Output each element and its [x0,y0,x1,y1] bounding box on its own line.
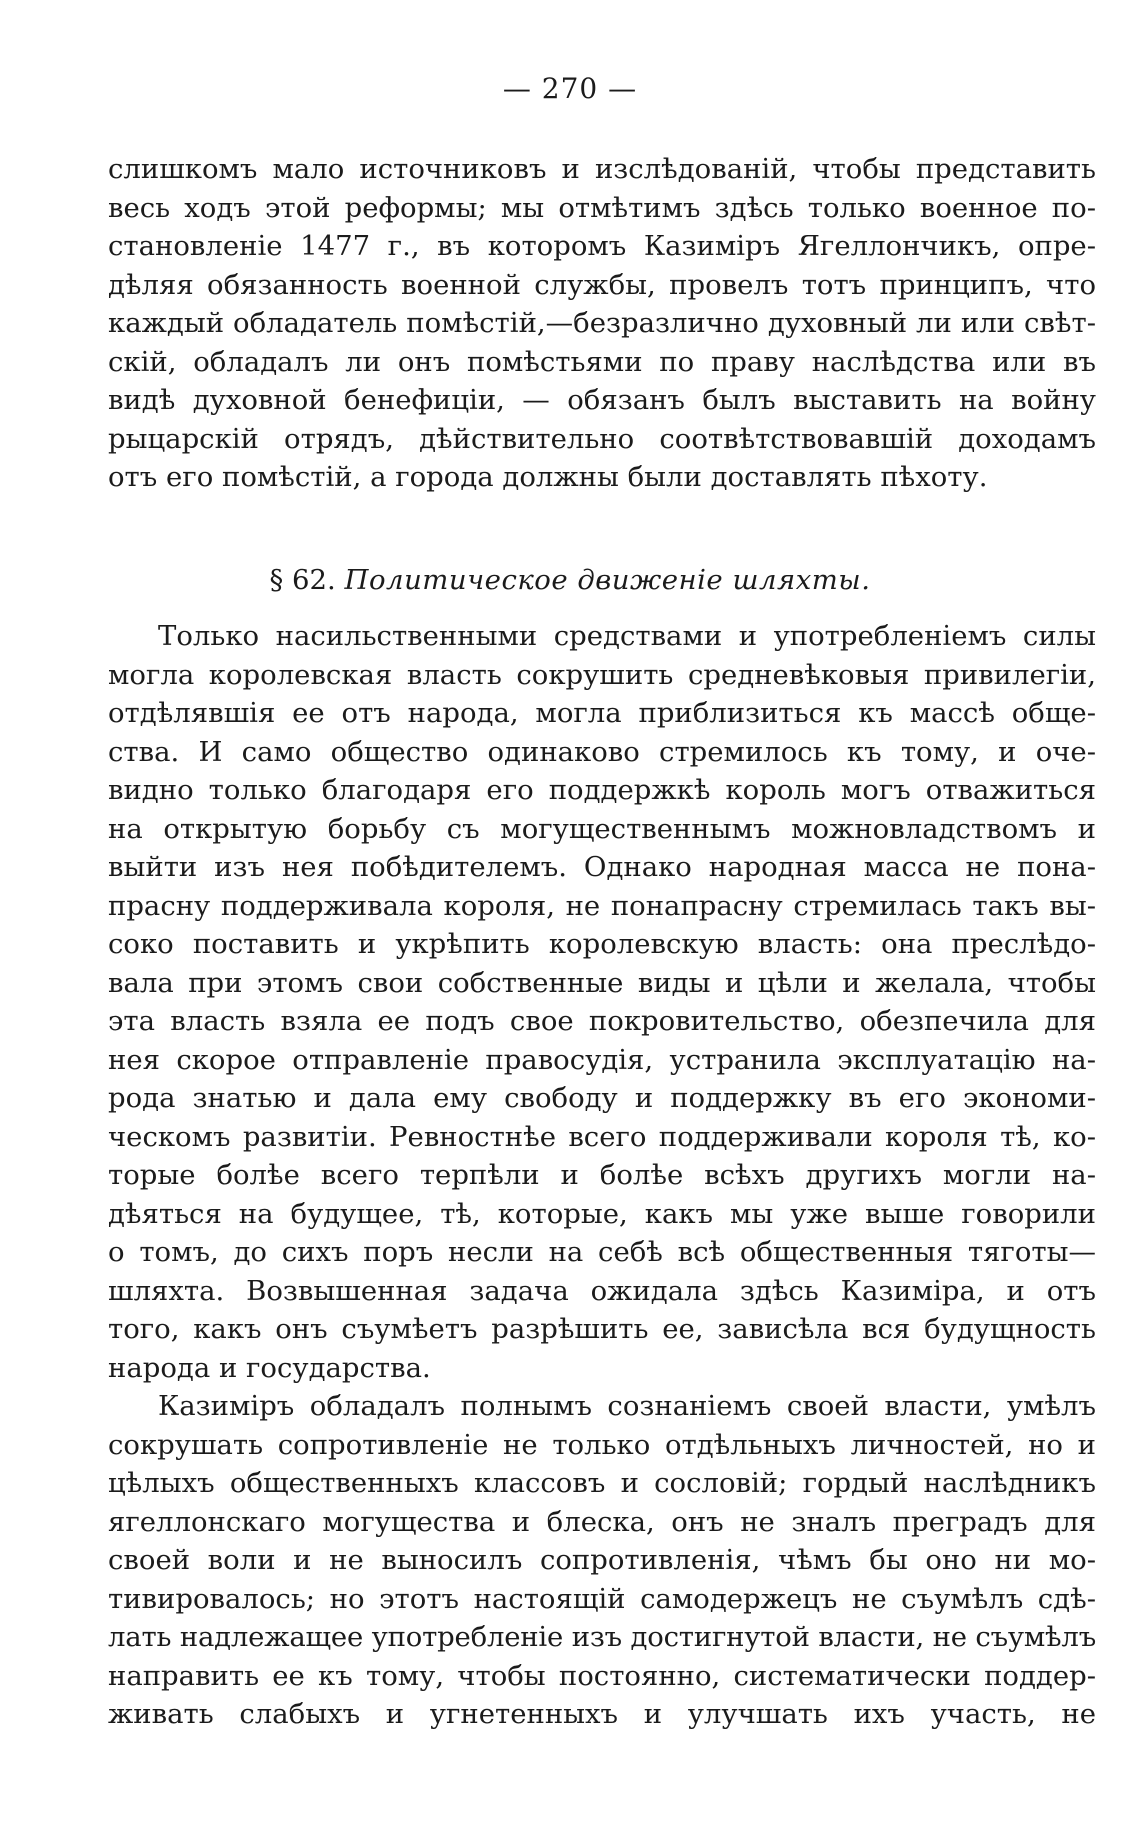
text-line: рыцарскій отрядъ, дѣйствительно соотвѣтствовавшій доходамъ [108,422,1096,455]
text-line: о томъ, до сихъ поръ несли на себѣ всѣ общественныя тяготы— [108,1236,1096,1268]
text-line: направить ее къ тому, чтобы постоянно, систематически поддер- [108,1659,1096,1692]
text-line: видно только благодаря его поддержкѣ король могъ отважиться [108,774,1096,806]
text-line: рода знатью и дала ему свободу и поддержку въ его экономи- [108,1082,1096,1114]
text-line: каждый обладатель помѣстій,—безразлично духовный ли или свѣт- [108,307,1096,339]
text-line: цѣлыхъ общественныхъ классовъ и сословій; гордый наслѣдникъ [108,1467,1096,1499]
text-line: прасну поддерживала короля, не понапрасну стремилась такъ вы- [108,889,1096,922]
text-line: народа и государства. [108,1351,431,1384]
section-title: Политическое движеніе шляхты. [344,564,871,596]
text-line: лать надлежащее употребленіе изъ достигнутой власти, не съумѣлъ [108,1621,1096,1653]
text-line: скій, обладалъ ли онъ помѣстьями по праву наслѣдства или въ [108,345,1096,378]
text-line: дѣяться на будущее, тѣ, которые, какъ мы уже выше говорили [108,1197,1096,1230]
text-line: сокрушать сопротивленіе не только отдѣльныхъ личностей, но и [108,1428,1096,1461]
text-line: торые болѣе всего терпѣли и болѣе всѣхъ другихъ могли на- [108,1159,1096,1191]
text-line: слишкомъ мало источниковъ и изслѣдованій, чтобы представить [108,153,1096,185]
paragraph-2 [108,1387,1096,1734]
continuation-paragraph [108,150,1096,497]
text-line: весь ходъ этой реформы; мы отмѣтимъ здѣсь только военное по- [108,191,1096,224]
section-heading [0,560,1140,600]
text-line: нея скорое отправленіе правосудія, устранила эксплуатацію на- [108,1043,1096,1076]
page-number: — 270 — [502,72,638,105]
text-line: Только насильственными средствами и употребленіемъ силы [158,620,1096,652]
paragraph-1 [108,617,1096,1387]
text-line: живать слабыхъ и угнетенныхъ и улучшать ихъ участь, не [108,1698,1096,1730]
section-number: § 62. [269,564,336,596]
text-line: ства. И само общество одинаково стремилось къ тому, и оче- [108,735,1096,768]
text-line: на открытую борьбу съ могущественнымъ можновладствомъ и [108,812,1096,845]
text-line: ягеллонскаго могущества и блеска, онъ не зналъ преградъ для [108,1505,1096,1538]
text-line: могла королевская власть сокрушить средневѣковыя привилегіи, [108,658,1096,691]
text-line: видѣ духовной бенефиціи, — обязанъ былъ выставить на войну [108,384,1096,416]
text-line: вала при этомъ свои собственные виды и цѣли и желала, чтобы [108,966,1096,999]
text-line: отдѣлявшія ее отъ народа, могла приблизиться къ массѣ обще- [108,697,1096,729]
text-line: тивировалось; но этотъ настоящій самодержецъ не съумѣлъ сдѣ- [108,1582,1096,1615]
text-line: соко поставить и укрѣпить королевскую власть: она преслѣдо- [108,928,1096,960]
text-line: дѣляя обязанность военной службы, провелъ тотъ принципъ, что [108,268,1096,301]
text-line: становленіе 1477 г., въ которомъ Казиміръ Ягеллончикъ, опре- [108,230,1096,262]
text-line: выйти изъ нея побѣдителемъ. Однако народная масса не пона- [108,851,1096,883]
text-line: своей воли и не выносилъ сопротивленія, чѣмъ бы оно ни мо- [108,1544,1096,1576]
text-line: эта власть взяла ее подъ свое покровительство, обезпечила для [108,1005,1096,1037]
text-line: ческомъ развитіи. Ревностнѣе всего поддерживали короля тѣ, ко- [108,1120,1096,1153]
text-line: отъ его помѣстій, а города должны были доставлять пѣхоту. [108,461,988,493]
text-line: Казиміръ обладалъ полнымъ сознаніемъ своей власти, умѣлъ [158,1390,1096,1422]
text-line: шляхта. Возвышенная задача ожидала здѣсь Казиміра, и отъ [108,1274,1096,1307]
text-line: того, какъ онъ съумѣетъ разрѣшить ее, зависѣла вся будущность [108,1313,1096,1345]
